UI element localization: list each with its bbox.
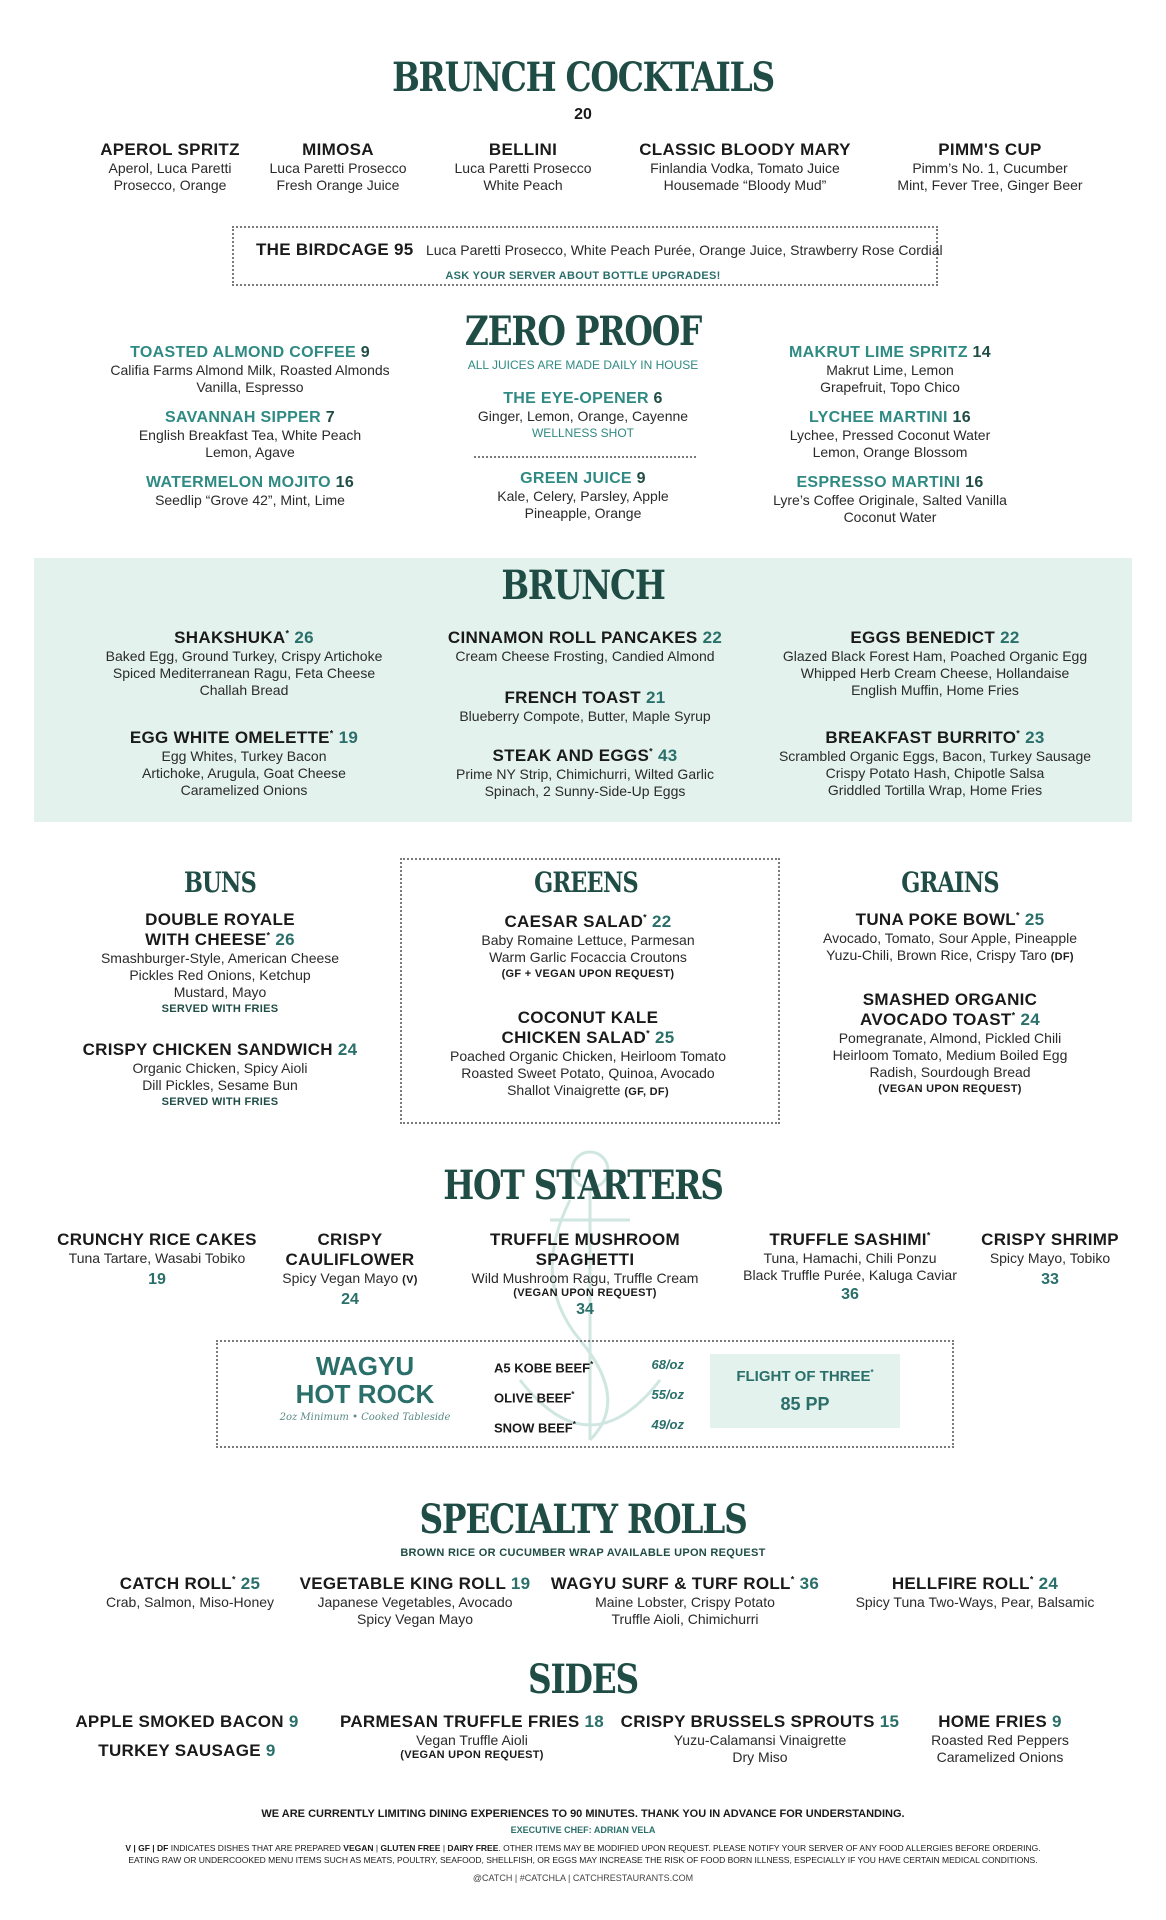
item-price: 14 [972,344,991,361]
item-note: (VEGAN UPON REQUEST) [513,1287,657,1299]
roll-hellfire [830,1574,1120,1611]
zp-green-juice [440,470,726,522]
item-name: STEAK AND EGGS [492,746,650,765]
item-desc: Crispy Potato Hash, Chipotle Salsa [825,765,1045,781]
item-desc: Avocado, Tomato, Sour Apple, Pineapple [823,930,1077,946]
item-price: 34 [576,1301,594,1318]
beef-name: A5 KOBE BEEF [494,1360,591,1376]
item-name: LYCHEE MARTINI [809,409,948,426]
item-name: TURKEY SAUSAGE [98,1741,261,1760]
hot-starters-title: HOT STARTERS [443,1162,723,1209]
cocktails-title: BRUNCH COCKTAILS [392,54,774,101]
raw-mark: * [285,628,290,639]
item-desc: Makrut Lime, Lemon [826,362,954,378]
item-price: 9 [360,344,370,361]
zp-eye-opener [440,390,726,442]
item-name: CHICKEN SALAD [501,1028,647,1047]
item-desc: Lemon, Agave [205,444,295,460]
zero-proof-title: ZERO PROOF [464,308,702,355]
raw-mark: * [643,912,647,923]
item-desc: Maine Lobster, Crispy Potato [595,1594,775,1610]
item-desc: Tuna Tartare, Wasabi Tobiko [68,1250,246,1266]
birdcage-desc: Luca Paretti Prosecco, White Peach Purée, Orange Juice, Strawberry Rose Cordial [425,242,943,258]
cocktail-mimosa [238,140,438,194]
zero-proof-subtitle: ALL JUICES ARE MADE DAILY IN HOUSE [467,358,699,372]
item-price: 33 [1041,1271,1059,1288]
item-name: APEROL SPRITZ [100,140,240,159]
item-name: TRUFFLE MUSHROOM SPAGHETTI [490,1230,680,1269]
rolls-subtitle: BROWN RICE OR CUCUMBER WRAP AVAILABLE UPON REQUEST [400,1547,766,1559]
item-desc: Warm Garlic Focaccia Croutons [489,949,687,965]
item-name: TUNA POKE BOWL [855,910,1016,929]
brunch-title: BRUNCH [501,562,665,609]
item-desc: Califia Farms Almond Milk, Roasted Almonds [110,362,390,378]
raw-mark: * [266,930,271,941]
item-note: (DF) [1050,951,1074,963]
brunch-burrito [770,728,1100,799]
item-desc: Challah Bread [199,682,289,698]
zp-toasted-almond [100,344,400,396]
item-desc: Spicy Vegan Mayo [357,1611,473,1627]
flight-title [710,1368,900,1385]
item-desc: Coconut Water [843,509,937,525]
item-note: SERVED WITH FRIES [161,1003,279,1015]
item-desc: Cream Cheese Frosting, Candied Almond [455,648,715,664]
item-price: 24 [1020,1010,1040,1029]
item-name: PARMESAN TRUFFLE FRIES [339,1712,580,1731]
raw-mark: * [870,1368,874,1377]
legend-df: DAIRY FREE [447,1843,499,1853]
item-name: CRISPY CHICKEN SANDWICH [82,1040,333,1059]
side-bacon [62,1712,312,1732]
item-desc: Seedlip “Grove 42”, Mint, Lime [155,492,345,508]
cocktail-bellini [423,140,623,194]
item-price: 24 [337,1040,358,1059]
item-desc: Finlandia Vodka, Tomato Juice [650,160,840,176]
brunch-french-toast [420,688,750,725]
side-home-fries [900,1712,1100,1766]
raw-mark: * [1015,910,1020,921]
greens-coconut-kale [410,1008,766,1101]
item-name: CRISPY SHRIMP [981,1230,1119,1249]
wagyu-title-2: HOT ROCK [295,1379,435,1409]
item-desc: Kale, Celery, Parsley, Apple [497,488,669,504]
item-desc: Lychee, Pressed Coconut Water [789,427,991,443]
item-name: AVOCADO TOAST [860,1010,1012,1029]
brunch-pancakes [420,628,750,665]
item-desc: Truffle Aioli, Chimichurri [611,1611,759,1627]
item-desc: Vanilla, Espresso [196,379,304,395]
item-desc: Tuna, Hamachi, Chili Ponzu [763,1250,937,1266]
roll-vegetable-king [290,1574,540,1628]
item-name: PIMM'S CUP [938,140,1042,159]
item-desc: Dill Pickles, Sesame Bun [142,1077,298,1093]
item-price: 19 [148,1271,166,1288]
item-name: DOUBLE ROYALE [145,910,295,929]
item-desc: Organic Chicken, Spicy Aioli [132,1060,308,1076]
raw-mark: * [1011,1010,1016,1021]
item-desc: White Peach [483,177,563,193]
roll-wagyu-surf-turf [550,1574,820,1628]
raw-mark: * [926,1230,931,1241]
item-price: 9 [636,470,646,487]
cocktails-price: 20 [574,106,592,123]
footer-legend-2: EATING RAW OR UNDERCOOKED MENU ITEMS SUCH AS MEATS, POULTRY, SEAFOOD, SHELLFISH, OR EGGS MAY INCREASE THE RISK OF FOOD BORN ILLNESS, ESPECIALLY IF YOU HAVE CERTAIN MEDICAL CONDITIONS. [128,1855,1038,1865]
legend-gf: GLUTEN FREE [380,1843,441,1853]
item-desc: Whipped Herb Cream Cheese, Hollandaise [800,665,1070,681]
item-desc: Pickles Red Onions, Ketchup [129,967,311,983]
item-name: MIMOSA [302,140,374,159]
item-price: 26 [275,930,295,949]
item-desc: English Breakfast Tea, White Peach [138,427,362,443]
buns-double-royale [60,910,380,1015]
item-desc: Vegan Truffle Aioli [416,1732,528,1748]
beef-row-olive [494,1380,684,1410]
item-desc: Roasted Red Peppers [931,1732,1069,1748]
hs-crispy-shrimp [960,1230,1140,1289]
item-price: 9 [288,1712,299,1731]
item-name: ESPRESSO MARTINI [796,474,961,491]
item-name: SMASHED ORGANIC [862,990,1038,1009]
item-price: 7 [325,409,335,426]
beef-row-snow [494,1410,684,1440]
beef-name: SNOW BEEF [494,1420,573,1436]
beef-name: OLIVE BEEF [494,1390,572,1406]
footer-social[interactable]: @CATCH | #CATCHLA | CATCHRESTAURANTS.COM [472,1873,694,1883]
item-desc: Prosecco, Orange [113,177,227,193]
item-desc: Spinach, 2 Sunny-Side-Up Eggs [484,783,686,799]
item-name: GREEN JUICE [520,470,632,487]
raw-mark: * [571,1390,575,1399]
item-price: 9 [1052,1712,1062,1731]
beef-price: 68/oz [651,1357,684,1372]
zp-savannah [100,409,400,461]
wagyu-title-1: WAGYU [315,1351,415,1381]
hs-cauliflower [260,1230,440,1309]
item-name: SHAKSHUKA [174,628,286,647]
grains-avocado-toast [790,990,1110,1095]
item-desc: Blueberry Compote, Butter, Maple Syrup [459,708,711,724]
item-name: SAVANNAH SIPPER [165,409,321,426]
item-price: 26 [294,628,314,647]
item-name: TRUFFLE SASHIMI [769,1230,927,1249]
item-desc: Caramelized Onions [180,782,308,798]
footer-chef: EXECUTIVE CHEF: ADRIAN VELA [510,1825,656,1835]
item-note: WELLNESS SHOT [531,426,635,440]
item-desc: Griddled Tortilla Wrap, Home Fries [827,782,1043,798]
item-desc: Baked Egg, Ground Turkey, Crispy Artichoke [105,648,383,664]
item-price: 22 [702,628,723,647]
item-desc: Radish, Sourdough Bread [869,1064,1031,1080]
raw-mark: * [231,1574,236,1585]
item-price: 25 [1024,910,1045,929]
item-note: (VEGAN UPON REQUEST) [878,1083,1022,1095]
grains-title: GRAINS [901,866,999,899]
item-desc: Luca Paretti Prosecco [269,160,407,176]
flight-label: FLIGHT OF THREE [736,1368,871,1385]
item-name: WITH CHEESE [145,930,267,949]
brunch-benedict [770,628,1100,699]
side-truffle-fries [322,1712,622,1761]
brunch-shakshuka [84,628,404,699]
item-name: EGGS BENEDICT [850,628,996,647]
item-note: SERVED WITH FRIES [161,1096,279,1108]
raw-mark: * [329,728,334,739]
item-price: 23 [1025,728,1045,747]
zp-makrut [740,344,1040,396]
item-desc: Spicy Mayo, Tobiko [989,1250,1111,1266]
flight-price: 85 PP [780,1394,830,1414]
item-price: 21 [645,688,666,707]
buns-title: BUNS [184,866,256,899]
item-desc: Spicy Tuna Two-Ways, Pear, Balsamic [855,1594,1095,1610]
item-desc: Spiced Mediterranean Ragu, Feta Cheese [112,665,376,681]
item-name: CLASSIC BLOODY MARY [639,140,851,159]
item-desc: Shallot Vinaigrette [507,1082,621,1098]
zp-watermelon [100,474,400,509]
item-name: BELLINI [488,140,558,159]
greens-title: GREENS [534,866,638,899]
rolls-title: SPECIALTY ROLLS [419,1496,747,1543]
cocktail-bloody-mary [620,140,870,194]
item-desc: Pimm’s No. 1, Cucumber [912,160,1068,176]
item-price: 9 [265,1741,276,1760]
item-note: (VEGAN UPON REQUEST) [400,1749,544,1761]
item-desc: Poached Organic Chicken, Heirloom Tomato [450,1048,726,1064]
item-name: VEGETABLE KING ROLL [299,1574,506,1593]
item-desc: Yuzu-Chili, Brown Rice, Crispy Taro [826,947,1047,963]
raw-mark: * [646,1028,650,1039]
item-price: 24 [1038,1574,1059,1593]
hs-truffle-sashimi [730,1230,970,1304]
wagyu-subtitle: 2oz Minimum • Cooked Tableside [279,1412,451,1423]
item-note: (GF, DF) [624,1086,669,1098]
raw-mark: * [649,746,653,757]
item-desc: Japanese Vegetables, Avocado [317,1594,513,1610]
flight-of-three [710,1354,900,1428]
grains-poke [790,910,1110,966]
item-desc: Caramelized Onions [936,1749,1064,1765]
brunch-omelette [84,728,404,799]
roll-catch [70,1574,310,1611]
greens-caesar [410,912,766,980]
item-name: CAULIFLOWER [285,1250,415,1269]
item-price: 16 [952,409,971,426]
legend-rest: . OTHER ITEMS MAY BE MODIFIED UPON REQUEST. PLEASE NOTIFY YOUR SERVER OF ANY FOOD ALLERGIES BEFORE ORDERING. [498,1843,1041,1853]
item-desc: Prime NY Strip, Chimichurri, Wilted Garlic [455,766,714,782]
item-price: 22 [652,912,672,931]
item-name: CRUNCHY RICE CAKES [57,1230,257,1249]
cocktail-pimms [880,140,1100,194]
item-price: 6 [653,390,663,407]
raw-mark: * [1016,728,1021,739]
item-name: CATCH ROLL [119,1574,232,1593]
item-desc: Lemon, Orange Blossom [812,444,968,460]
wagyu-heading [260,1352,470,1423]
item-name: CRISPY [317,1230,383,1249]
item-note: (V) [402,1274,418,1286]
item-name: APPLE SMOKED BACON [75,1712,284,1731]
raw-mark: * [572,1420,576,1429]
item-desc: Glazed Black Forest Ham, Poached Organic Egg [782,648,1088,664]
item-price: 16 [335,474,355,491]
legend-codes: V | GF | DF [125,1843,169,1853]
raw-mark: * [790,1574,795,1585]
item-name: TOASTED ALMOND COFFEE [130,344,356,361]
item-desc: English Muffin, Home Fries [851,682,1019,698]
item-desc: Luca Paretti Prosecco [454,160,592,176]
zp-lychee [740,409,1040,461]
item-desc: Pomegranate, Almond, Pickled Chili [838,1030,1062,1046]
legend-vegan: VEGAN [343,1843,374,1853]
birdcage-note: ASK YOUR SERVER ABOUT BOTTLE UPGRADES! [445,270,721,282]
wagyu-beef-list [494,1350,684,1440]
item-name: BREAKFAST BURRITO [825,728,1017,747]
item-name: CINNAMON ROLL PANCAKES [447,628,698,647]
item-desc: Scrambled Organic Eggs, Bacon, Turkey Sausage [778,748,1092,764]
item-price: 36 [841,1286,859,1303]
item-name: WATERMELON MOJITO [145,474,331,491]
item-price: 22 [1000,628,1020,647]
item-desc: Ginger, Lemon, Orange, Cayenne [477,408,689,424]
raw-mark: * [1029,1574,1034,1585]
item-name: HOME FRIES [938,1712,1047,1731]
item-desc: Mint, Fever Tree, Ginger Beer [897,177,1083,193]
item-desc: Wild Mushroom Ragu, Truffle Cream [471,1270,699,1286]
item-name: HELLFIRE ROLL [891,1574,1030,1593]
item-price: 19 [510,1574,531,1593]
side-brussels [620,1712,900,1766]
item-name: EGG WHITE OMELETTE [129,728,330,747]
sides-title: SIDES [527,1656,639,1703]
item-price: 18 [584,1712,605,1731]
item-name: FRENCH TOAST [504,688,641,707]
footer-notice: WE ARE CURRENTLY LIMITING DINING EXPERIENCES TO 90 MINUTES. THANK YOU IN ADVANCE FOR UNDERSTANDING. [261,1808,905,1820]
item-desc: Aperol, Luca Paretti [108,160,232,176]
item-desc: Egg Whites, Turkey Bacon [161,748,327,764]
item-desc: Artichoke, Arugula, Goat Cheese [142,765,346,781]
raw-mark: * [590,1360,594,1369]
item-desc: Grapefruit, Topo Chico [820,379,960,395]
item-desc: Black Truffle Purée, Kaluga Caviar [743,1267,957,1283]
beef-row-kobe [494,1350,684,1380]
item-desc: Roasted Sweet Potato, Quinoa, Avocado [461,1065,715,1081]
item-price: 24 [341,1291,359,1308]
hs-rice-cakes [52,1230,262,1289]
hs-truffle-spaghetti [440,1230,730,1319]
item-desc: Pineapple, Orange [524,505,642,521]
item-price: 36 [799,1574,820,1593]
item-desc: Dry Miso [732,1749,788,1765]
item-desc: Mustard, Mayo [173,984,267,1000]
item-name: WAGYU SURF & TURF ROLL [550,1574,791,1593]
item-note: (GF + VEGAN UPON REQUEST) [501,968,675,980]
item-price: 25 [240,1574,261,1593]
buns-crispy-chicken [50,1040,390,1108]
item-desc: Fresh Orange Juice [276,177,400,193]
birdcage-line [256,240,943,260]
item-name: COCONUT KALE [517,1008,659,1027]
item-price: 25 [654,1028,675,1047]
item-desc: Lyre’s Coffee Originale, Salted Vanilla [773,492,1007,508]
item-price: 43 [657,746,678,765]
legend-mid: INDICATES DISHES THAT ARE PREPARED [168,1843,344,1853]
item-desc: Baby Romaine Lettuce, Parmesan [481,932,695,948]
side-turkey-sausage [62,1741,312,1761]
item-desc: Housemade “Bloody Mud” [663,177,827,193]
item-desc: Crab, Salmon, Miso-Honey [105,1594,275,1610]
item-desc: Yuzu-Calamansi Vinaigrette [673,1732,847,1748]
item-desc: Smashburger-Style, American Cheese [100,950,340,966]
item-price: 15 [879,1712,900,1731]
item-name: CAESAR SALAD [504,912,644,931]
birdcage-name: THE BIRDCAGE 95 [256,240,414,259]
footer-legend: V | GF | DF INDICATES DISHES THAT ARE PREPARED VEGAN | GLUTEN FREE | DAIRY FREE. OTHER ITEMS MAY BE MODIFIED UPON REQUEST. PLEASE NOTIFY YOUR SERVER OF ANY FOOD ALLERGIES BEFORE ORDERING. [125,1843,1041,1853]
brunch-steak-eggs [420,746,750,800]
item-name: MAKRUT LIME SPRITZ [789,344,968,361]
item-name: THE EYE-OPENER [503,390,649,407]
item-desc: Spicy Vegan Mayo [282,1270,399,1286]
beef-price: 49/oz [651,1417,684,1432]
item-price: 19 [338,728,359,747]
item-name: CRISPY BRUSSELS SPROUTS [620,1712,875,1731]
item-desc: Heirloom Tomato, Medium Boiled Egg [832,1047,1068,1063]
item-price: 16 [965,474,984,491]
zp-espresso [740,474,1040,526]
beef-price: 55/oz [651,1387,684,1402]
zp-divider [474,456,696,458]
